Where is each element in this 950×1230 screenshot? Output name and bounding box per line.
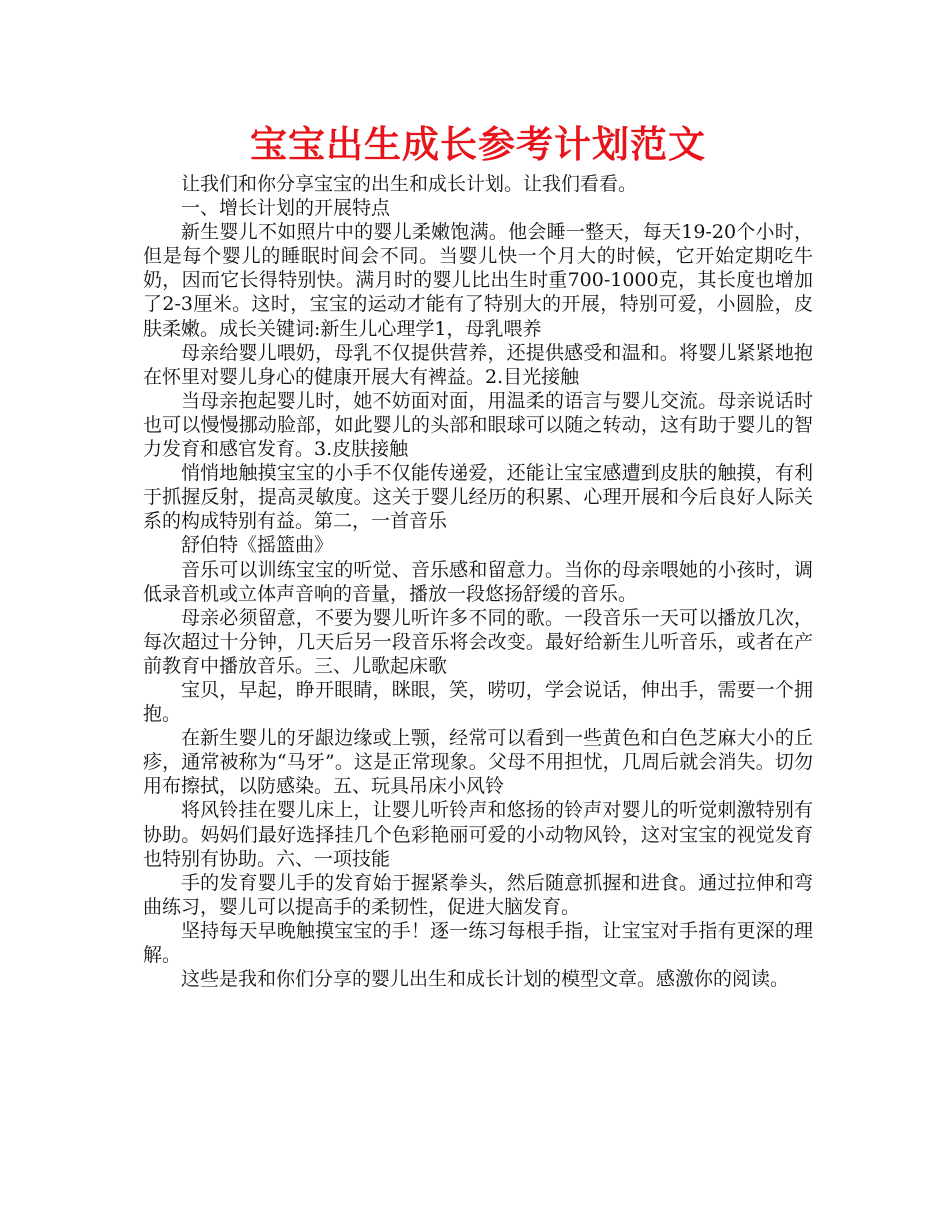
section-heading: 一、增长计划的开展特点 [181,197,391,220]
paragraph: 当母亲抱起婴儿时，她不妨面对面，用温柔的语言与婴儿交流。母亲说话时也可以慢慢挪动脸部，如此婴儿的头部和眼球可以随之转动，这有助于婴儿的智力发育和感官发育。3.皮肤接触 [143,389,813,461]
paragraph: 将风铃挂在婴儿床上，让婴儿听铃声和悠扬的铃声对婴儿的听觉刺激特别有协助。妈妈们最好选择挂几个色彩艳丽可爱的小动物风铃，这对宝宝的视觉发育也特别有协助。六、一项技能 [143,799,813,870]
paragraph: 宝贝，早起，睁开眼睛，眯眼，笑，唠叨，学会说话，伸出手，需要一个拥抱。 [143,678,813,726]
paragraph: 音乐可以训练宝宝的听觉、音乐感和留意力。当你的母亲喂她的小孩时，调低录音机或立体声音响的音量，播放一段悠扬舒缓的音乐。 [143,558,813,605]
document-body [143,172,813,991]
paragraph: 坚持每天早晚触摸宝宝的手！逐一练习每根手指，让宝宝对手指有更深的理解。 [143,919,813,966]
paragraph: 在新生婴儿的牙龈边缘或上颚，经常可以看到一些黄色和白色芝麻大小的丘疹，通常被称为“马牙”。这是正常现象。父母不用担忧，几周后就会消失。切勿用布擦拭，以防感染。五、玩具吊床小风铃 [143,727,813,798]
document-page [143,120,813,991]
paragraph: 新生婴儿不如照片中的婴儿柔嫩饱满。他会睡一整天，每天19-20个小时，但是每个婴儿的睡眠时间会不同。当婴儿快一个月大的时候，它开始定期吃牛奶，因而它长得特别快。满月时的婴儿比出生时重700-1000克，其长度也增加了2-3厘米。这时，宝宝的运动才能有了特别大的开展，特别可爱，小圆脸，皮肤柔嫩。成长关键词:新生儿心理学1，母乳喂养 [143,221,813,340]
paragraph: 手的发育婴儿手的发育始于握紧拳头，然后随意抓握和进食。通过拉伸和弯曲练习，婴儿可以提高手的柔韧性，促进大脑发育。 [143,871,813,918]
paragraph: 让我们和你分享宝宝的出生和成长计划。让我们看看。 [181,173,638,195]
document-title: 宝宝出生成长参考计划范文 [250,123,706,166]
paragraph: 悄悄地触摸宝宝的小手不仅能传递爱，还能让宝宝感遭到皮肤的触摸，有利于抓握反射，提高灵敏度。这关于婴儿经历的积累、心理开展和今后良好人际关系的构成特别有益。第二，一首音乐 [143,462,813,533]
paragraph: 母亲给婴儿喂奶，母乳不仅提供营养，还提供感受和温和。将婴儿紧紧地抱在怀里对婴儿身心的健康开展大有裨益。2.目光接触 [143,341,813,388]
paragraph: 母亲必须留意，不要为婴儿听许多不同的歌。一段音乐一天可以播放几次，每次超过十分钟，几天后另一段音乐将会改变。最好给新生儿听音乐，或者在产前教育中播放音乐。三、儿歌起床歌 [143,606,813,677]
paragraph: 舒伯特《摇篮曲》 [181,534,334,557]
paragraph: 这些是我和你们分享的婴儿出生和成长计划的模型文章。感激你的阅读。 [181,968,790,991]
